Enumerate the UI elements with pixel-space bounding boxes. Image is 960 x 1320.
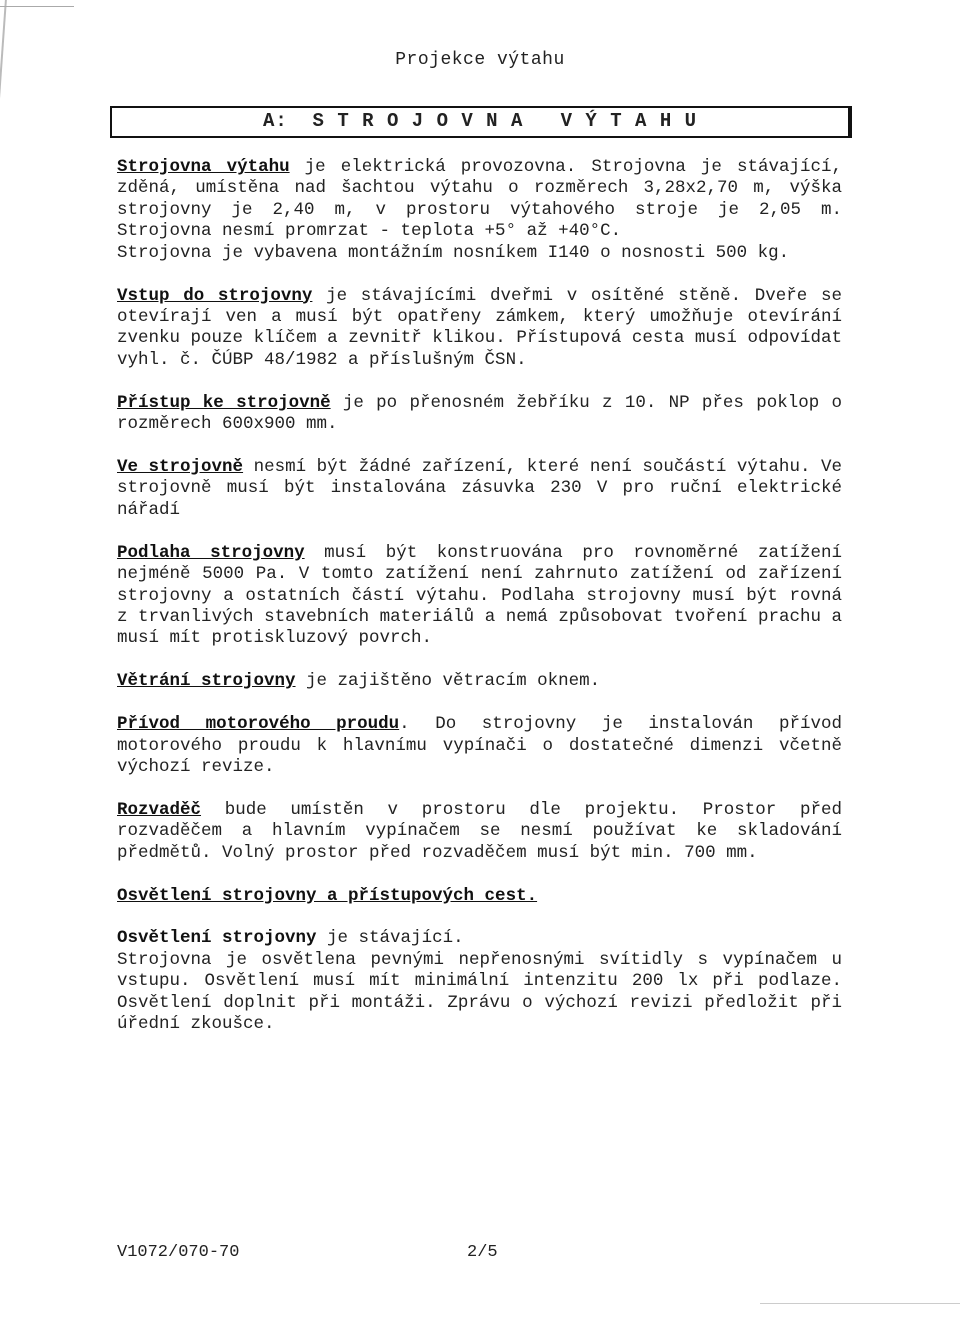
paragraph-label: Osvětlení strojovny [117, 928, 317, 949]
paragraph-label: Vstup do strojovny [117, 285, 313, 306]
paragraph-nosnik [117, 243, 842, 264]
paragraph-label: Větrání strojovny [117, 671, 296, 692]
paragraph-label: Rozvaděč [117, 799, 202, 820]
paragraph-text: je po přenosném žebříku z 10. NP přes poklop o rozměrech 600x900 mm. [117, 392, 842, 435]
paragraph-rozvadec [117, 800, 842, 864]
scan-edge-mark [0, 0, 17, 140]
paragraph-label: Přístup ke strojovně [117, 392, 331, 413]
scan-edge-mark-bottom [760, 1303, 960, 1304]
paragraph-vetrani [117, 671, 842, 692]
document-title: Projekce výtahu [395, 50, 565, 70]
paragraph-osvetleni [117, 928, 842, 949]
page-number: 2/5 [467, 1243, 498, 1262]
paragraph-svitidla [117, 950, 842, 1036]
paragraph-ve-strojovne [117, 457, 842, 521]
paragraph-text: . Do strojovny je instalován přívod motorového proudu k hlavnímu vypínači o dostatečné dimenzi včetně výchozí revize. [117, 714, 842, 777]
subsection-heading: Osvětlení strojovny a přístupových cest. [117, 885, 538, 906]
section-heading: A: S T R O J O V N A V Ý T A H U [262, 110, 698, 132]
paragraph-text: je stávajícími dveřmi v osítěné stěně. Dveře se otevírají ven a musí být opatřeny zámkem, který umožňuje otevírání zvenku pouze klíčem a zevnitř klikou. Přístupová cesta musí odpovídat vyhl. č. ČÚBP 48/1982 a příslušným ČSN. [117, 285, 842, 370]
paragraph-podlaha [117, 543, 842, 650]
paragraph-osvetleni-heading [117, 886, 842, 907]
document-body [117, 157, 842, 1057]
document-number: V1072/070-70 [117, 1243, 240, 1262]
paragraph-label: Strojovna výtahu [117, 157, 290, 177]
paragraph-text: je stávající. [316, 928, 464, 949]
paragraph-text: je zajištěno větracím oknem. [295, 671, 601, 692]
paragraph-text: Strojovna je osvětlena pevnými nepřenosnými svítidly s vypínačem u vstupu. Osvětlení musí mít minimální intenzitu 200 lx při podlaze. Osvětlení doplnit při montáži. Zprávu o výchozí revizi předložit při úřední zkoušce. [117, 949, 842, 1035]
paragraph-strojovna [117, 157, 842, 243]
paragraph-text: nesmí být žádné zařízení, které není součástí výtahu. Ve strojovně musí být instalována zásuvka 230 V pro ruční elektrické nářadí [117, 456, 842, 520]
paragraph-pristup [117, 393, 842, 436]
paragraph-label: Přívod motorového proudu [117, 714, 400, 735]
paragraph-privod [117, 714, 842, 778]
paragraph-text: musí být konstruována pro rovnoměrné zatížení nejméně 5000 Pa. V tomto zatížení není zahrnuto zatížení od zařízení strojovny a ostatních částí výtahu. Podlaha strojovny musí být rovná z trvanlivých stavebních materiálů a nemá způsobovat tvoření prachu a musí mít protiskluzový povrch. [117, 542, 842, 649]
paragraph-text: je elektrická provozovna. Strojovna je stávající, zděná, umístěna nad šachtou výtahu o rozměrech 3,28x2,70 m, výška strojovny je 2,40 m, v prostoru výtahového stroje je 2,05 m. Strojovna nesmí promrzat - teplota +5° až +40°C. [117, 157, 843, 242]
scan-edge-mark-top [0, 6, 74, 7]
paragraph-label: Podlaha strojovny [117, 542, 305, 563]
paragraph-text: Strojovna je vybavena montážním nosníkem I140 o nosnosti 500 kg. [117, 242, 790, 263]
paragraph-label: Ve strojovně [117, 456, 244, 477]
paragraph-text: bude umístěn v prostoru dle projektu. Prostor před rozvaděčem a hlavním vypínačem se nesmí používat ke skladování předmětů. Volný prostor před rozvaděčem musí být min. 700 mm. [117, 799, 842, 863]
paragraph-vstup [117, 286, 842, 372]
